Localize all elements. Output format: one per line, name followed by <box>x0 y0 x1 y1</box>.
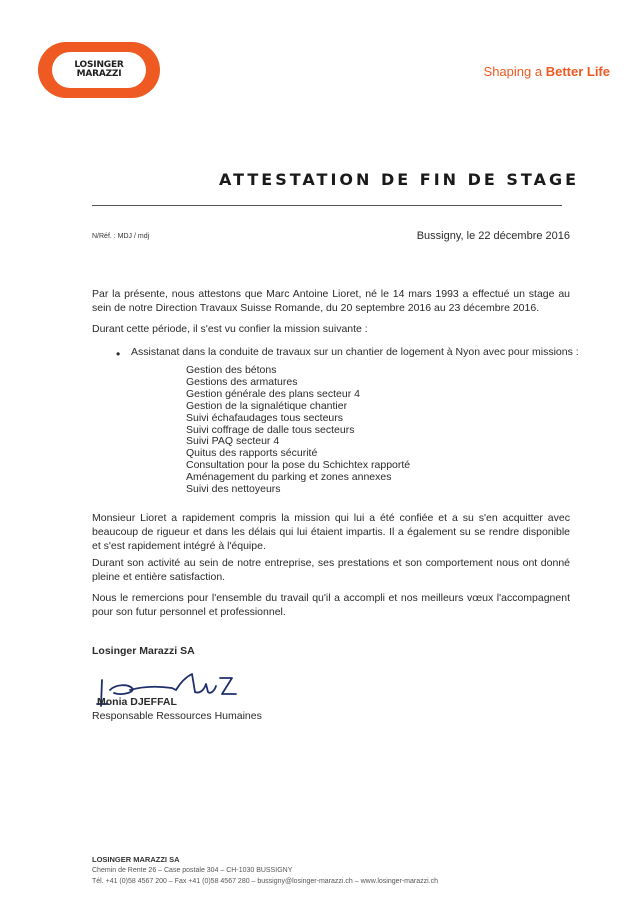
place-date: Bussigny, le 22 décembre 2016 <box>416 230 570 242</box>
title-divider <box>92 205 562 206</box>
satisfaction-paragraph: Durant son activité au sein de notre entreprise, ses prestations et son comportement nous ont donné pleine et entière satisfaction. <box>92 557 570 583</box>
task-list <box>186 365 410 496</box>
task-item: Gestion générale des plans secteur 4 <box>186 387 360 400</box>
reference: N/Réf. : MDJ / mdj <box>92 233 150 240</box>
task-item: Consultation pour la pose du Schichtex rapporté <box>186 459 411 472</box>
integration-paragraph: Monsieur Lioret a rapidement compris la mission qui lui a été confiée et a su s'en acquitter avec beaucoup de rigueur et dans les délais qui lui étaient impartis. Il a également su se rendre disponible et s'est rapidement intégré à l'équipe. <box>92 512 570 552</box>
company-logo <box>38 42 160 98</box>
logo-line-1: LOSINGER <box>74 60 124 70</box>
footer-company: LOSINGER MARAZZI SA <box>92 855 180 864</box>
task-item: Suivi échafaudages tous secteurs <box>186 411 344 424</box>
tagline <box>484 64 610 79</box>
thanks-paragraph: Nous le remercions pour l'ensemble du travail qu'il a accompli et nos meilleurs vœux l'accompagnent pour son futur personnel et professionnel. <box>92 592 570 618</box>
signing-company: Losinger Marazzi SA <box>92 645 195 657</box>
task-item: Quitus des rapports sécurité <box>186 447 318 460</box>
task-item: Gestions des armatures <box>186 375 298 388</box>
logo-line-2: MARAZZI <box>76 69 122 79</box>
intro-paragraph: Par la présente, nous attestons que Marc Antoine Lioret, né le 14 mars 1993 a effectué un stage au sein de notre Direction Travaux Suisse Romande, du 20 septembre 2016 au 23 décembre 2016. <box>92 288 570 314</box>
bullet-marker: • <box>116 347 121 361</box>
task-item: Suivi coffrage de dalle tous secteurs <box>186 423 355 436</box>
footer-contact: Tél. +41 (0)58 4567 200 – Fax +41 (0)58 4567 280 – bussigny@losinger-marazzi.ch – www.losinger-marazzi.ch <box>92 878 439 885</box>
signer-name: Monia DJEFFAL <box>97 696 177 708</box>
tagline-bold: Better Life <box>545 64 610 79</box>
task-item: Gestion de la signalétique chantier <box>186 399 348 412</box>
task-item: Gestion des bétons <box>186 364 277 376</box>
mission-item: Assistanat dans la conduite de travaux sur un chantier de logement à Nyon avec pour missions : <box>131 346 579 358</box>
footer-address: Chemin de Rente 26 – Case postale 304 – CH-1030 BUSSIGNY <box>92 867 293 874</box>
task-item: Suivi des nettoyeurs <box>186 483 281 496</box>
signer-role: Responsable Ressources Humaines <box>92 710 262 722</box>
task-item: Suivi PAQ secteur 4 <box>186 435 280 448</box>
tagline-prefix: Shaping a <box>483 64 546 79</box>
task-item: Aménagement du parking et zones annexes <box>186 471 392 484</box>
document-title: ATTESTATION DE FIN DE STAGE <box>218 170 580 189</box>
mission-intro: Durant cette période, il s'est vu confier la mission suivante : <box>92 323 368 335</box>
logo-inner <box>52 52 146 88</box>
